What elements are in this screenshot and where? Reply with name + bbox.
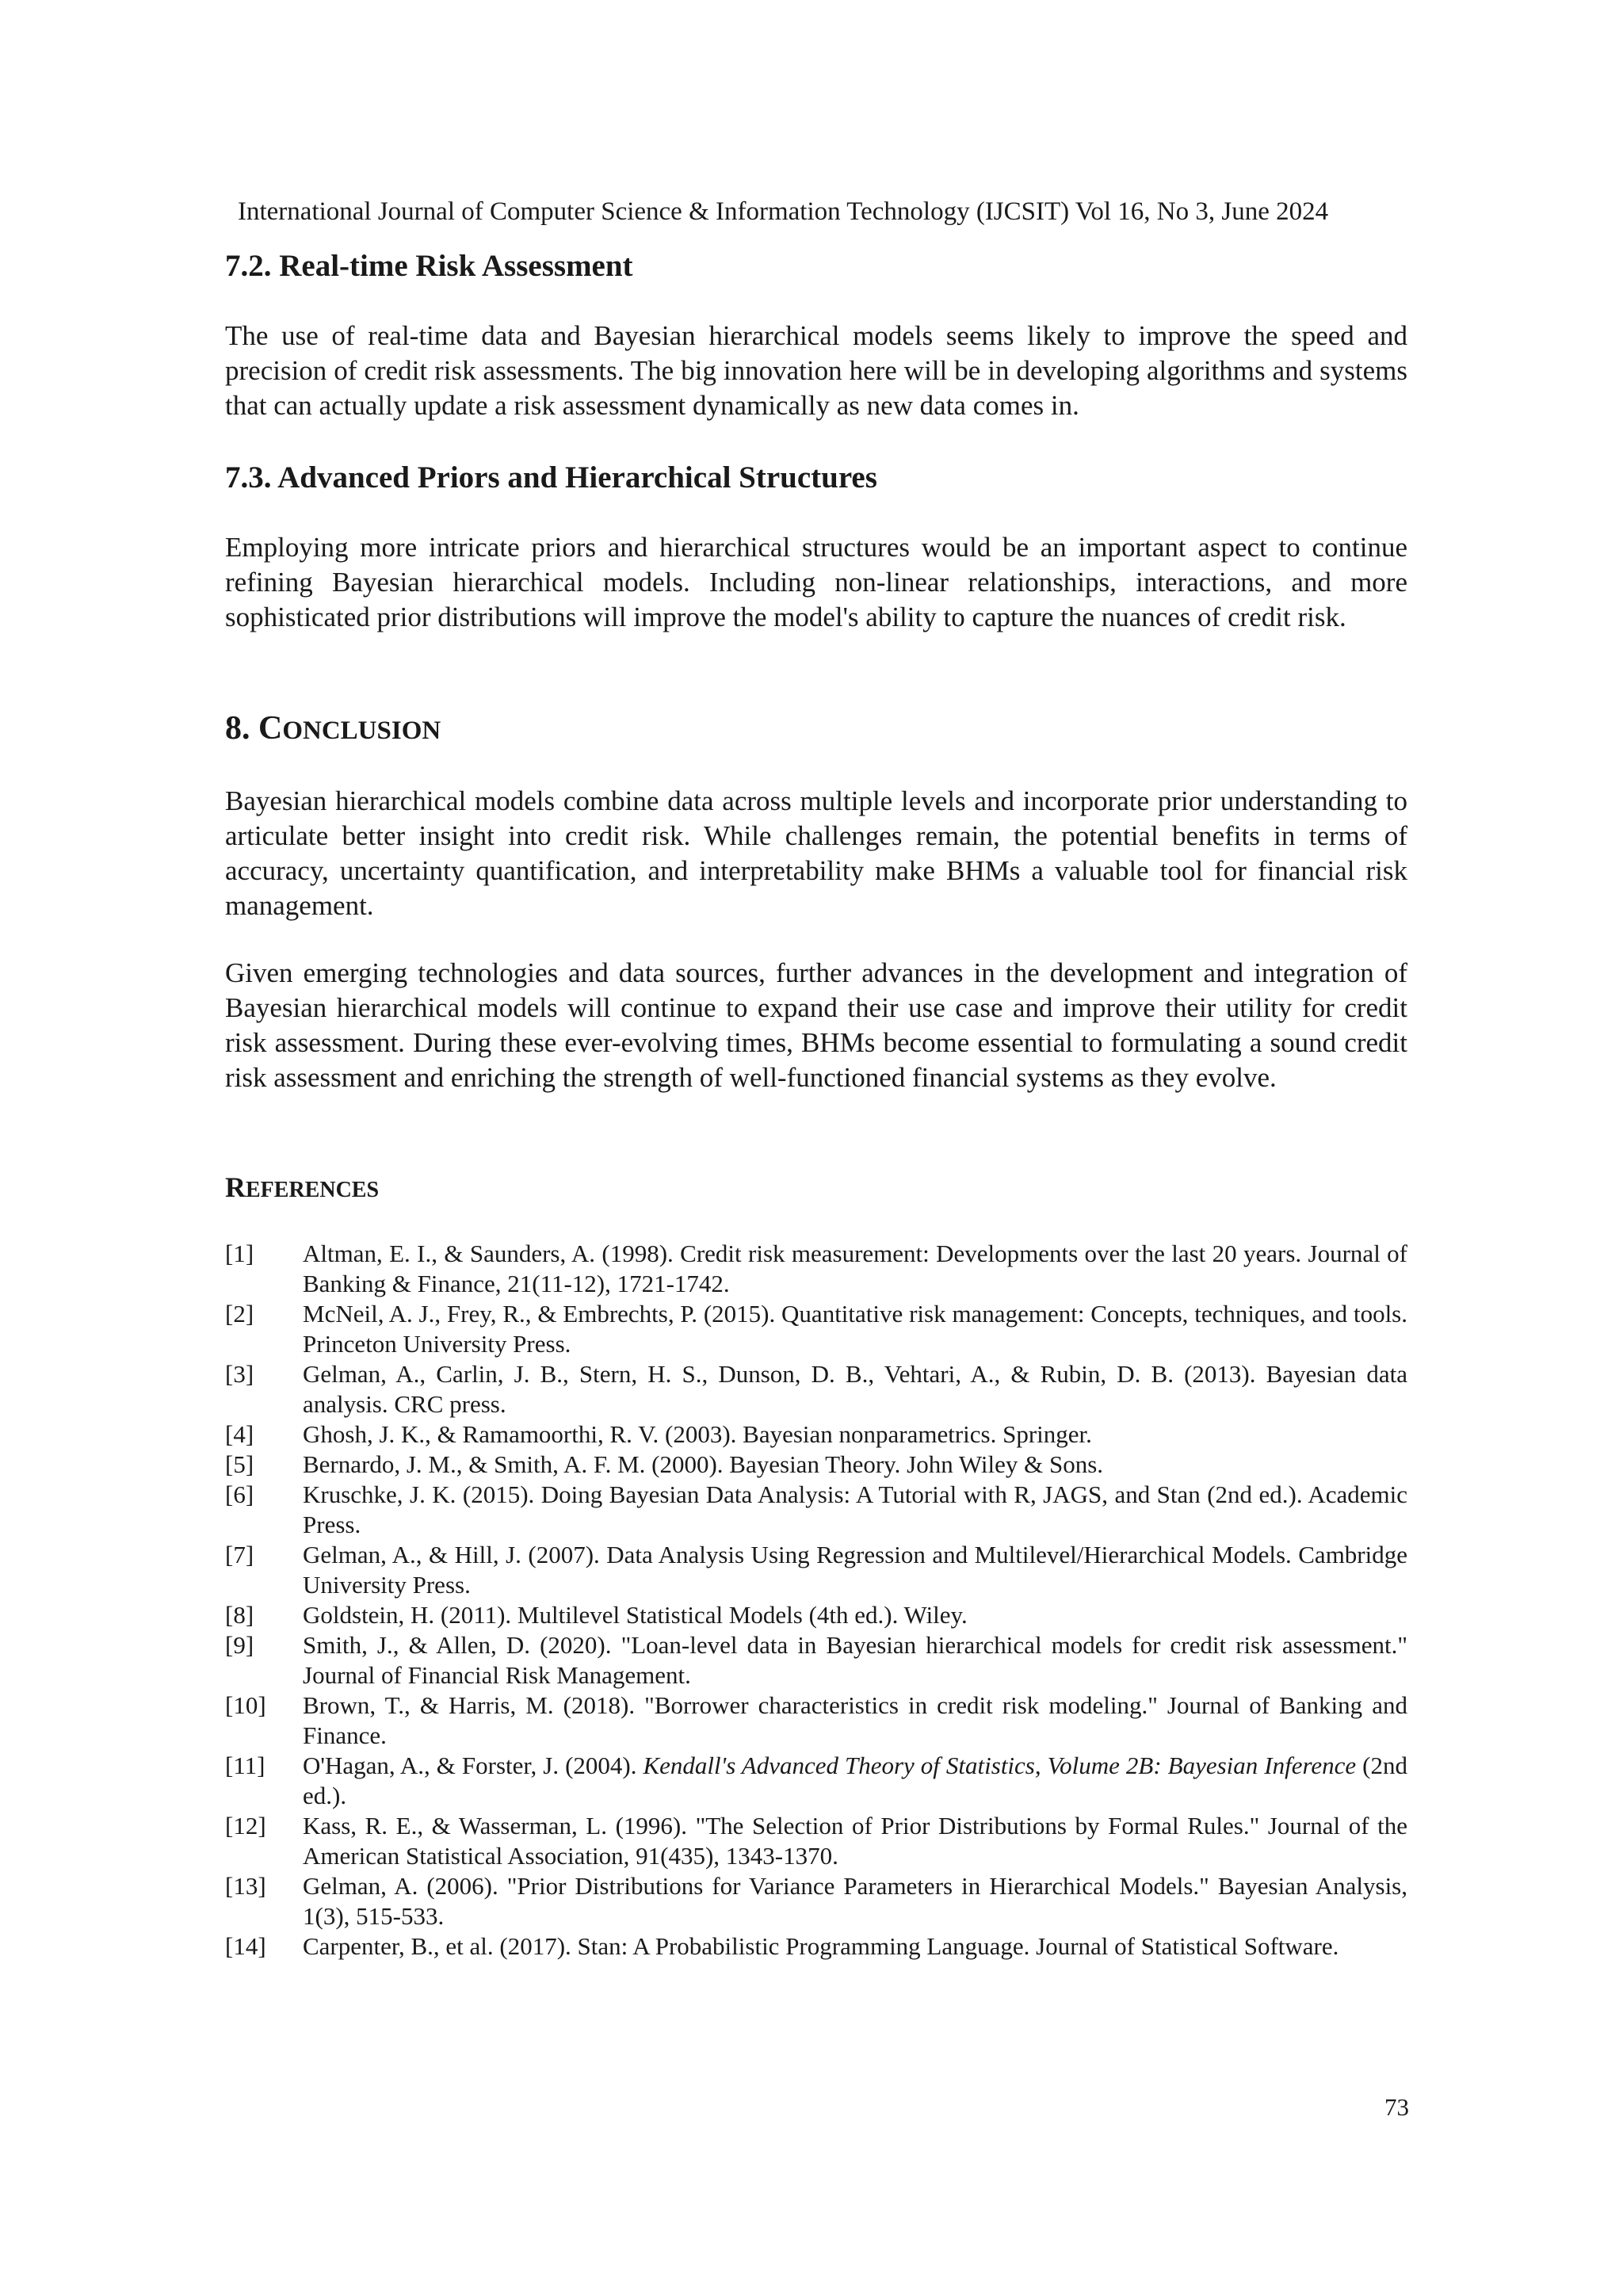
section-7-2-body [225, 319, 1407, 423]
paragraph-7-3: Employing more intricate priors and hierarchical structures would be an important aspect to continue refining Bayesian hierarchical models. Including non-linear relationships, interactions, and more sophisticated prior distributions will improve the model's ability to capture the nuances of credit risk. [225, 532, 1407, 632]
reference-text: Gelman, A., & Hill, J. (2007). Data Analysis Using Regression and Multilevel/Hierarchical Models. Cambridge University Press. [303, 1541, 1407, 1599]
reference-item [225, 1931, 1407, 1962]
section-8-body-1 [225, 784, 1407, 923]
reference-number: [6] [225, 1480, 254, 1508]
reference-item [225, 1419, 1407, 1450]
reference-item [225, 1480, 1407, 1540]
reference-text: Altman, E. I., & Saunders, A. (1998). Credit risk measurement: Developments over the last 20 years. Journal of Banking & Finance, 21(11-12), 1721-1742. [303, 1240, 1407, 1297]
reference-book-title: Kendall's Advanced Theory of Statistics, Volume 2B: Bayesian Inference [643, 1752, 1357, 1779]
reference-text: Ghosh, J. K., & Ramamoorthi, R. V. (2003). Bayesian nonparametrics. Springer. [303, 1420, 1092, 1448]
reference-number: [14] [225, 1932, 266, 1960]
reference-item [225, 1540, 1407, 1600]
reference-number: [10] [225, 1691, 266, 1719]
paragraph-conclusion-2: Given emerging technologies and data sources, further advances in the development and integration of Bayesian hierarchical models will continue to expand their use case and improve their utility for credit risk assessment. During these ever-evolving times, BHMs become essential to formulating a sound credit risk assessment and enriching the strength of well-functioned financial systems as they evolve. [225, 957, 1407, 1093]
reference-text [303, 1751, 1407, 1811]
section-7-2 [225, 248, 1407, 285]
reference-item [225, 1359, 1407, 1419]
section-number-8: 8. [225, 710, 258, 747]
reference-number: [13] [225, 1872, 266, 1900]
reference-text: Bernardo, J. M., & Smith, A. F. M. (2000). Bayesian Theory. John Wiley & Sons. [303, 1450, 1104, 1478]
reference-number: [12] [225, 1812, 266, 1839]
references-title-cap: R [225, 1171, 246, 1203]
references-heading-block [225, 1169, 1407, 1209]
reference-text: Carpenter, B., et al. (2017). Stan: A Probabilistic Programming Language. Journal of Statistical Software. [303, 1932, 1339, 1960]
reference-number: [5] [225, 1450, 254, 1478]
reference-number: [11] [225, 1752, 265, 1779]
section-heading-7-2: 7.2. Real-time Risk Assessment [225, 249, 633, 283]
reference-number: [7] [225, 1541, 254, 1568]
reference-number: [9] [225, 1631, 254, 1659]
reference-item [225, 1630, 1407, 1690]
section-7-3 [225, 460, 1407, 496]
section-7-3-body [225, 530, 1407, 635]
running-head: International Journal of Computer Science & Information Technology (IJCSIT) Vol 16, No 3, June 2024 [238, 197, 1329, 226]
reference-text: Gelman, A. (2006). "Prior Distributions for Variance Parameters in Hierarchical Models." Bayesian Analysis, 1(3), 515-533. [303, 1872, 1407, 1930]
references-heading [225, 1169, 1407, 1209]
reference-item [225, 1811, 1407, 1871]
section-heading-7-3: 7.3. Advanced Priors and Hierarchical Structures [225, 460, 877, 495]
conclusion-title-cap: C [258, 710, 283, 747]
reference-text-post: (2nd ed.). [303, 1752, 1407, 1809]
reference-item [225, 1450, 1407, 1480]
section-8 [225, 710, 1407, 749]
section-8-body-2 [225, 956, 1407, 1095]
reference-text: Gelman, A., Carlin, J. B., Stern, H. S., Dunson, D. B., Vehtari, A., & Rubin, D. B. (2013). Bayesian data analysis. CRC press. [303, 1360, 1407, 1418]
paragraph-7-2: The use of real-time data and Bayesian hierarchical models seems likely to improve the speed and precision of credit risk assessments. The big innovation here will be in developing algorithms and systems that can actually update a risk assessment dynamically as new data comes in. [225, 320, 1407, 421]
reference-text: Kruschke, J. K. (2015). Doing Bayesian Data Analysis: A Tutorial with R, JAGS, and Stan (2nd ed.). Academic Press. [303, 1480, 1407, 1538]
reference-number: [1] [225, 1240, 254, 1267]
reference-item [225, 1690, 1407, 1751]
reference-item [225, 1299, 1407, 1359]
reference-text: Smith, J., & Allen, D. (2020). "Loan-level data in Bayesian hierarchical models for credit risk assessment." Journal of Financial Risk Management. [303, 1631, 1407, 1689]
reference-item [225, 1239, 1407, 1299]
references-title-rest: EFERENCES [246, 1178, 380, 1202]
reference-item [225, 1871, 1407, 1931]
section-heading-conclusion [225, 710, 1407, 749]
page-number: 73 [1384, 2093, 1409, 2121]
reference-text: McNeil, A. J., Frey, R., & Embrechts, P. (2015). Quantitative risk management: Concepts, techniques, and tools. Princeton University Press. [303, 1300, 1407, 1358]
reference-text: Goldstein, H. (2011). Multilevel Statistical Models (4th ed.). Wiley. [303, 1601, 968, 1629]
reference-text-pre: O'Hagan, A., & Forster, J. (2004). [303, 1752, 643, 1779]
reference-number: [8] [225, 1601, 254, 1629]
reference-number: [4] [225, 1420, 254, 1448]
reference-list [225, 1239, 1407, 1962]
reference-number: [3] [225, 1360, 254, 1388]
reference-text: Kass, R. E., & Wasserman, L. (1996). "The Selection of Prior Distributions by Formal Rules." Journal of the American Statistical Association, 91(435), 1343-1370. [303, 1812, 1407, 1870]
paragraph-conclusion-1: Bayesian hierarchical models combine data across multiple levels and incorporate prior understanding to articulate better insight into credit risk. While challenges remain, the potential benefits in terms of accuracy, uncertainty quantification, and interpretability make BHMs a valuable tool for financial risk management. [225, 785, 1407, 921]
reference-text: Brown, T., & Harris, M. (2018). "Borrower characteristics in credit risk modeling." Journal of Banking and Finance. [303, 1691, 1407, 1749]
reference-item [225, 1600, 1407, 1630]
reference-number: [2] [225, 1300, 254, 1328]
conclusion-title-rest: ONCLUSION [282, 716, 441, 745]
reference-item [225, 1751, 1407, 1811]
